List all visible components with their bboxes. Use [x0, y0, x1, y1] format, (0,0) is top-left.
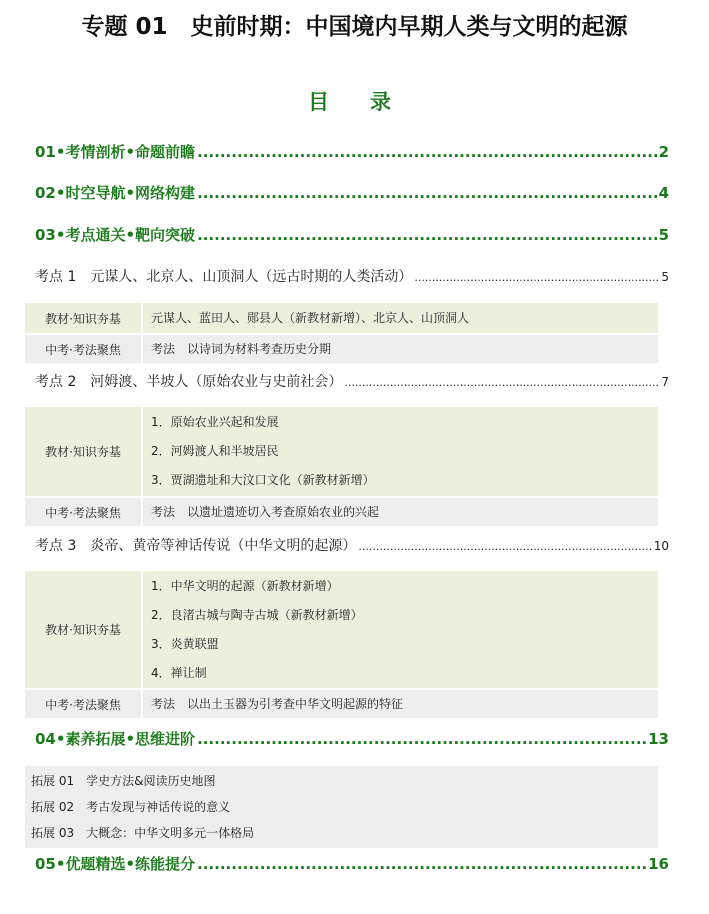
toc-section-03[interactable] [35, 224, 669, 246]
tuozhan-item[interactable]: 拓展 03 大概念：中华文明多元一体格局 [31, 826, 255, 840]
dot-leader [344, 376, 659, 389]
jiaocai-item[interactable]: 1．中华文明的起源（新教材新增） [151, 578, 339, 593]
zhongkao-content [143, 498, 658, 526]
zhongkao-item[interactable]: 考法 以诗词为材料考查历史分期 [151, 341, 332, 356]
zhongkao-label: 中考·考法聚焦 [25, 690, 141, 718]
toc-kaodian-label: 考点 2 河姆渡、半坡人（原始农业与史前社会） [35, 374, 343, 390]
zhongkao-content [143, 690, 658, 718]
jiaocai-content [143, 407, 658, 496]
toc-section-01[interactable] [35, 141, 669, 163]
jiaocai-label: 教材·知识夯基 [25, 571, 141, 688]
toc-page-number: 5 [661, 270, 669, 284]
jiaocai-item[interactable]: 2．河姆渡人和半坡居民 [151, 444, 279, 458]
toc-page-number: 10 [653, 539, 669, 553]
tuozhan-item[interactable]: 拓展 01 学史方法&阅读历史地图 [31, 774, 216, 788]
jiaocai-label: 教材·知识夯基 [25, 303, 141, 333]
tuozhan-list [25, 766, 658, 848]
toc-section-label: 02•时空导航•网络构建 [35, 184, 196, 202]
toc-kaodian-label: 考点 1 元谋人、北京人、山顶洞人（远古时期的人类活动） [35, 269, 413, 285]
zhongkao-item[interactable]: 考法 以遗址遗迹切入考查原始农业的兴起 [151, 504, 380, 519]
jiaocai-content [143, 571, 658, 688]
toc-section-04[interactable] [35, 728, 669, 750]
toc-section-label: 04•素养拓展•思维进阶 [35, 730, 196, 748]
zhongkao-item[interactable]: 考法 以出土玉器为引考查中华文明起源的特征 [151, 696, 404, 711]
toc-section-05[interactable] [35, 853, 669, 875]
toc-kaodian-1[interactable] [35, 266, 669, 286]
toc-page-number: 7 [661, 375, 669, 389]
jiaocai-item[interactable]: 3．炎黄联盟 [151, 636, 219, 651]
toc-section-label: 03•考点通关•靶向突破 [35, 226, 196, 244]
tuozhan-item[interactable]: 拓展 02 考古发现与神话传说的意义 [31, 800, 231, 814]
toc-section-label: 01•考情剖析•命题前瞻 [35, 143, 196, 161]
jiaocai-item[interactable]: 3．贾湖遗址和大汶口文化（新教材新增） [151, 473, 375, 487]
zhongkao-content [143, 335, 658, 363]
zhongkao-label: 中考·考法聚焦 [25, 335, 141, 363]
toc-section-label: 05•优题精选•练能提分 [35, 855, 196, 873]
toc-section-02[interactable] [35, 182, 669, 204]
jiaocai-item[interactable]: 2．良渚古城与陶寺古城（新教材新增） [151, 607, 363, 622]
toc-kaodian-3[interactable] [35, 535, 669, 555]
toc-page-number: 16 [648, 855, 669, 873]
kaodian-2-table [25, 407, 658, 526]
dot-leader [358, 540, 651, 553]
jiaocai-item[interactable]: 1．原始农业兴起和发展 [151, 415, 279, 429]
dot-leader [197, 226, 657, 244]
jiaocai-item[interactable]: 元谋人、蓝田人、郧县人（新教材新增）、北京人、山顶洞人 [151, 310, 470, 325]
toc-page-number: 13 [648, 730, 669, 748]
dot-leader [197, 855, 646, 873]
toc-page-number: 5 [658, 226, 669, 244]
toc-page-number: 2 [658, 143, 669, 161]
dot-leader [197, 184, 657, 202]
toc-kaodian-2[interactable] [35, 371, 669, 391]
dot-leader [197, 143, 657, 161]
kaodian-3-table [25, 571, 658, 718]
jiaocai-content [143, 303, 658, 333]
dot-leader [414, 271, 659, 284]
toc-heading: 目 录 [308, 90, 401, 114]
jiaocai-item[interactable]: 4．禅让制 [151, 665, 207, 680]
toc-page-number: 4 [658, 184, 669, 202]
kaodian-1-table [25, 303, 658, 363]
document-title: 专题 01 史前时期：中国境内早期人类与文明的起源 [81, 14, 628, 40]
dot-leader [197, 730, 646, 748]
toc-kaodian-label: 考点 3 炎帝、黄帝等神话传说（中华文明的起源） [35, 538, 357, 554]
zhongkao-label: 中考·考法聚焦 [25, 498, 141, 526]
jiaocai-label: 教材·知识夯基 [25, 407, 141, 496]
